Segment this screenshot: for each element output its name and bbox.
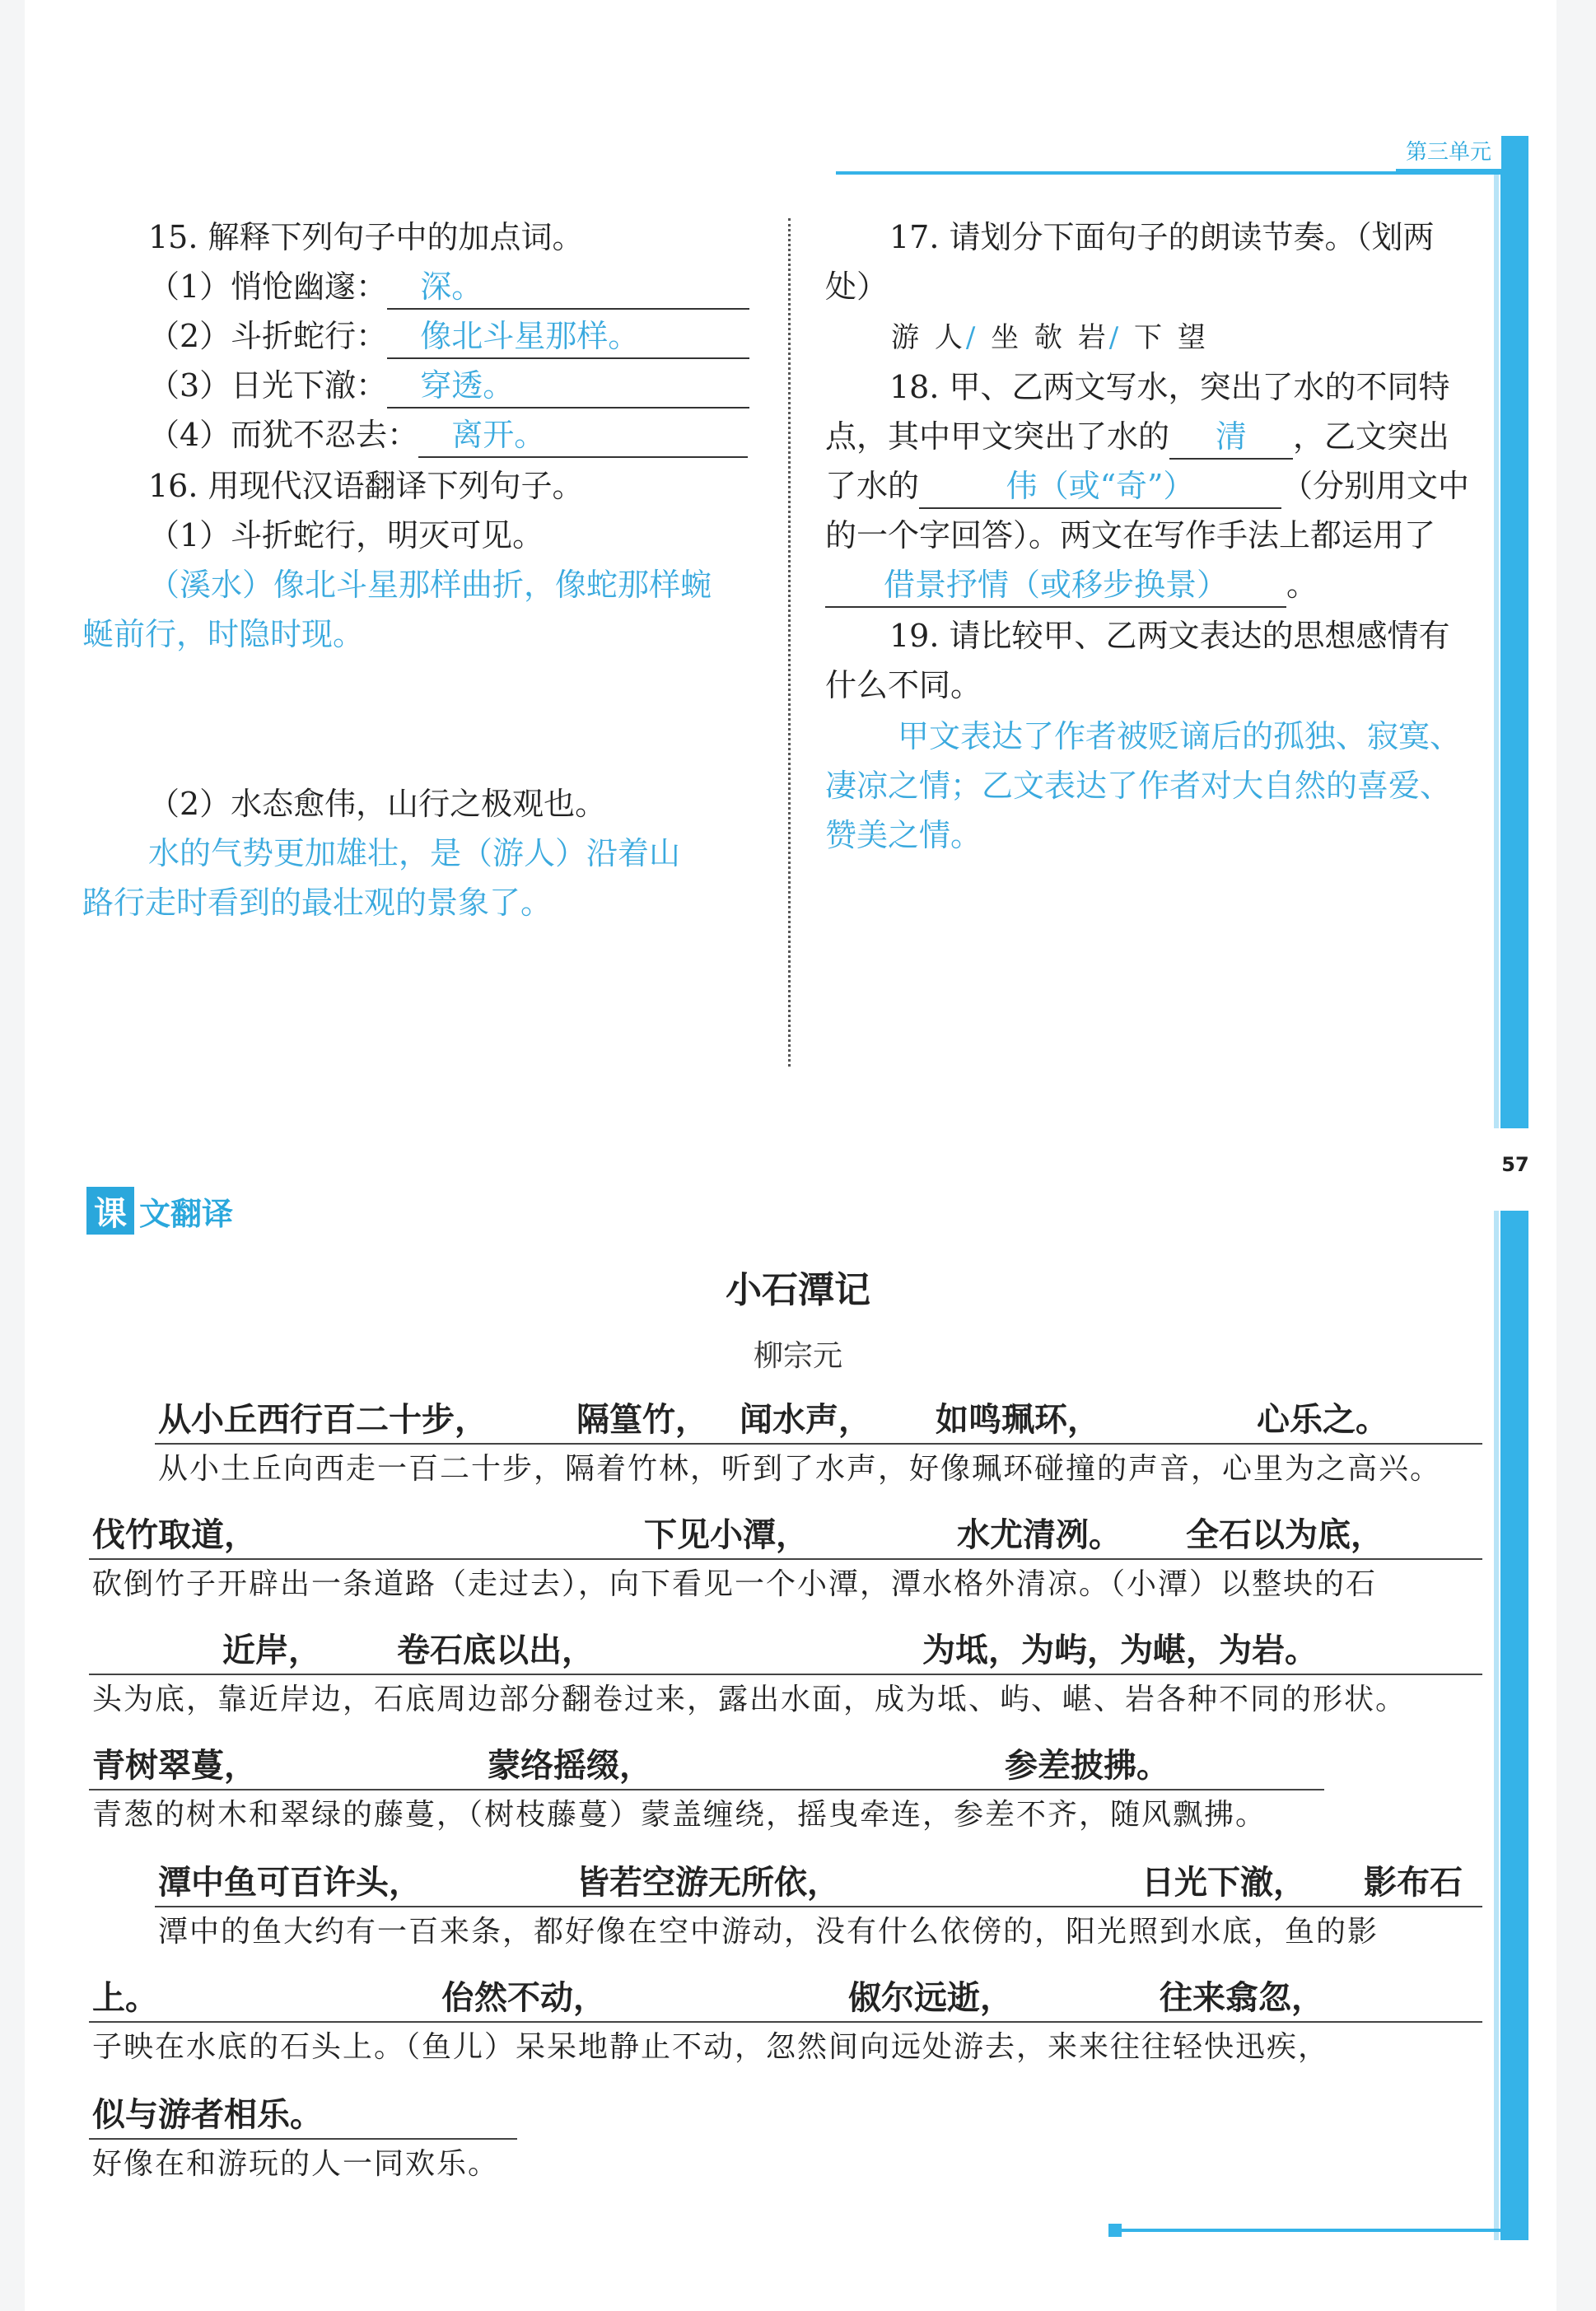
answer-text: 像北斗星那样。 — [420, 318, 640, 354]
rhythm-char: 游 — [891, 321, 922, 354]
section-header — [86, 1186, 233, 1235]
rhythm-char: 坐 — [991, 321, 1023, 354]
q18-line-4: 的一个字回答）。两文在写作手法上都运用了 — [825, 517, 1436, 553]
original-phrase: 近岸， — [222, 1631, 321, 1669]
q19-answer-3: 赞美之情。 — [825, 817, 982, 853]
translation-line: 砍倒竹子开辟出一条道路（走过去），向下看见一个小潭，潭水格外清凉。（小潭）以整块的石 — [92, 1567, 1378, 1601]
answer-text: 借景抒情（或移步换景） — [883, 567, 1228, 603]
q18-line-1: 18. 甲、乙两文写水，突出了水的不同特 — [889, 369, 1450, 405]
original-phrase: 青树翠蔓， — [92, 1746, 257, 1785]
original-phrase: 似与游者相乐。 — [92, 2095, 323, 2134]
q18-text: 了水的 — [825, 468, 920, 504]
original-phrase: 心乐之。 — [1257, 1400, 1388, 1439]
q19-answer-1: 甲文表达了作者被贬谪后的孤独、寂寞、 — [898, 718, 1462, 754]
header-rule — [836, 171, 1528, 175]
q15-item-label: （1）悄怆幽邃： — [148, 268, 388, 305]
q17-rhythm — [891, 313, 1209, 362]
q19-line-1: 19. 请比较甲、乙两文表达的思想感情有 — [889, 618, 1450, 654]
original-phrase: 下见小潭， — [644, 1515, 809, 1554]
q15-item-1 — [148, 262, 749, 311]
phrase-rule — [89, 1674, 1482, 1675]
answer-text: 穿透。 — [420, 367, 515, 404]
original-phrase: 影布石 — [1364, 1863, 1463, 1902]
q15-item-4 — [148, 410, 748, 460]
q15-item-label: （3）日光下澈： — [148, 367, 388, 404]
original-phrase: 往来翕忽， — [1160, 1978, 1324, 2017]
original-phrase: 从小丘西行百二十步， — [158, 1400, 488, 1439]
answer-blank — [1169, 415, 1293, 460]
original-phrase: 俶尔远逝， — [848, 1978, 1013, 2017]
original-phrase: 潭中鱼可百许头， — [158, 1863, 422, 1902]
rhythm-char: 下 — [1134, 321, 1165, 354]
q18-line-2 — [825, 412, 1449, 461]
article-title: 小石潭记 — [726, 1269, 870, 1311]
translation-line: 好像在和游玩的人一同欢乐。 — [92, 2147, 500, 2181]
q15-stem: 15. 解释下列句子中的加点词。 — [148, 219, 584, 255]
q19-line-2: 什么不同。 — [825, 667, 982, 703]
q17-line-2: 处） — [825, 268, 889, 305]
answer-blank — [387, 364, 749, 409]
answer-blank — [387, 265, 749, 310]
q15-item-label: （4）而犹不忍去： — [148, 417, 419, 453]
original-phrase: 蒙络摇缀， — [488, 1746, 652, 1785]
q16-sentence-1: （1）斗折蛇行，明灭可见。 — [148, 517, 544, 553]
rhythm-char: 人 — [934, 321, 966, 354]
phrase-rule — [89, 2138, 517, 2140]
original-phrase: 佁然不动， — [441, 1978, 606, 2017]
translation-line: 头为底，靠近岸边，石底周边部分翻卷过来，露出水面，成为坻、屿、嵁、岩各种不同的形状。 — [92, 1683, 1407, 1716]
rhythm-char: 欹 — [1034, 321, 1066, 354]
rhythm-char: 岩 — [1077, 321, 1109, 354]
phrase-rule — [89, 1558, 1482, 1560]
unit-label: 第三单元 — [1396, 136, 1501, 171]
phrase-rule — [89, 1789, 1324, 1790]
q16-answer-1a: （溪水）像北斗星那样曲折，像蛇那样蜿 — [148, 567, 712, 603]
phrase-rule — [155, 1906, 1482, 1907]
q18-text: 。 — [1286, 567, 1318, 603]
q16-sentence-2: （2）水态愈伟，山行之极观也。 — [148, 786, 607, 822]
footer-marker — [1108, 2224, 1122, 2237]
q17-line-1: 17. 请划分下面句子的朗读节奏。（划两 — [889, 219, 1435, 255]
original-phrase: 如鸣珮环， — [936, 1400, 1100, 1439]
article-author: 柳宗元 — [753, 1339, 842, 1373]
original-phrase: 参差披拂。 — [1005, 1746, 1169, 1785]
q15-item-3 — [148, 361, 749, 410]
translation-line: 青葱的树木和翠绿的藤蔓，（树枝藤蔓）蒙盖缠绕，摇曳牵连，参差不齐，随风飘拂。 — [92, 1798, 1267, 1832]
original-phrase: 卷石底以出， — [397, 1631, 595, 1669]
rhythm-slash: / — [965, 321, 979, 354]
phrase-rule — [155, 1443, 1482, 1445]
answer-text: 清 — [1216, 418, 1248, 455]
translation-line: 潭中的鱼大约有一百来条，都好像在空中游动，没有什么依傍的，阳光照到水底，鱼的影 — [158, 1915, 1379, 1949]
answer-text: 伟（或“奇”） — [1006, 468, 1195, 504]
rhythm-slash: / — [1108, 321, 1122, 354]
original-phrase: 隔篁竹， — [576, 1400, 708, 1439]
original-phrase: 闻水声， — [740, 1400, 871, 1439]
q16-answer-2a: 水的气势更加雄壮，是（游人）沿着山 — [148, 835, 681, 871]
rhythm-char: 望 — [1177, 321, 1209, 354]
answer-blank — [919, 465, 1281, 509]
q18-line-5 — [825, 560, 1318, 609]
answer-blank — [387, 315, 749, 359]
answer-text: 深。 — [420, 268, 483, 305]
original-phrase: 上。 — [92, 1978, 158, 2017]
q16-answer-2b: 路行走时看到的最壮观的景象了。 — [82, 885, 553, 921]
answer-blank — [418, 413, 748, 458]
original-phrase: 伐竹取道， — [92, 1515, 257, 1554]
q18-line-3 — [825, 461, 1469, 511]
original-phrase: 日光下澈， — [1141, 1863, 1306, 1902]
translation-line: 子映在水底的石头上。（鱼儿）呆呆地静止不动，忽然间向远处游去，来来往往轻快迅疾， — [92, 2030, 1330, 2064]
page-number: 57 — [1501, 1153, 1529, 1176]
footer-rule — [1122, 2229, 1500, 2232]
phrase-rule — [89, 2021, 1482, 2023]
q15-item-2 — [148, 311, 749, 361]
q16-answer-1b: 蜒前行，时隐时现。 — [82, 616, 365, 652]
answer-text: 离开。 — [451, 417, 546, 453]
original-phrase: 皆若空游无所依， — [576, 1863, 840, 1902]
q16-stem: 16. 用现代汉语翻译下列句子。 — [148, 468, 584, 504]
translation-line: 从小土丘向西走一百二十步，隔着竹林，听到了水声，好像珮环碰撞的声音，心里为之高兴。 — [158, 1452, 1442, 1486]
lesson-icon: 课 — [86, 1187, 134, 1235]
q15-item-label: （2）斗折蛇行： — [148, 318, 388, 354]
answer-blank — [825, 563, 1286, 608]
q19-answer-2: 凄凉之情；乙文表达了作者对大自然的喜爱、 — [825, 768, 1452, 804]
original-phrase: 全石以为底， — [1186, 1515, 1384, 1554]
q18-text: （分别用文中 — [1281, 468, 1470, 504]
q18-text: ，乙文突出 — [1293, 418, 1450, 455]
column-divider — [788, 218, 791, 1067]
section-title: 文翻译 — [139, 1195, 234, 1232]
original-phrase: 水尤清冽。 — [957, 1515, 1122, 1554]
original-phrase: 为坻，为屿，为嵁，为岩。 — [922, 1631, 1318, 1669]
q18-text: 点，其中甲文突出了水的 — [825, 418, 1170, 455]
